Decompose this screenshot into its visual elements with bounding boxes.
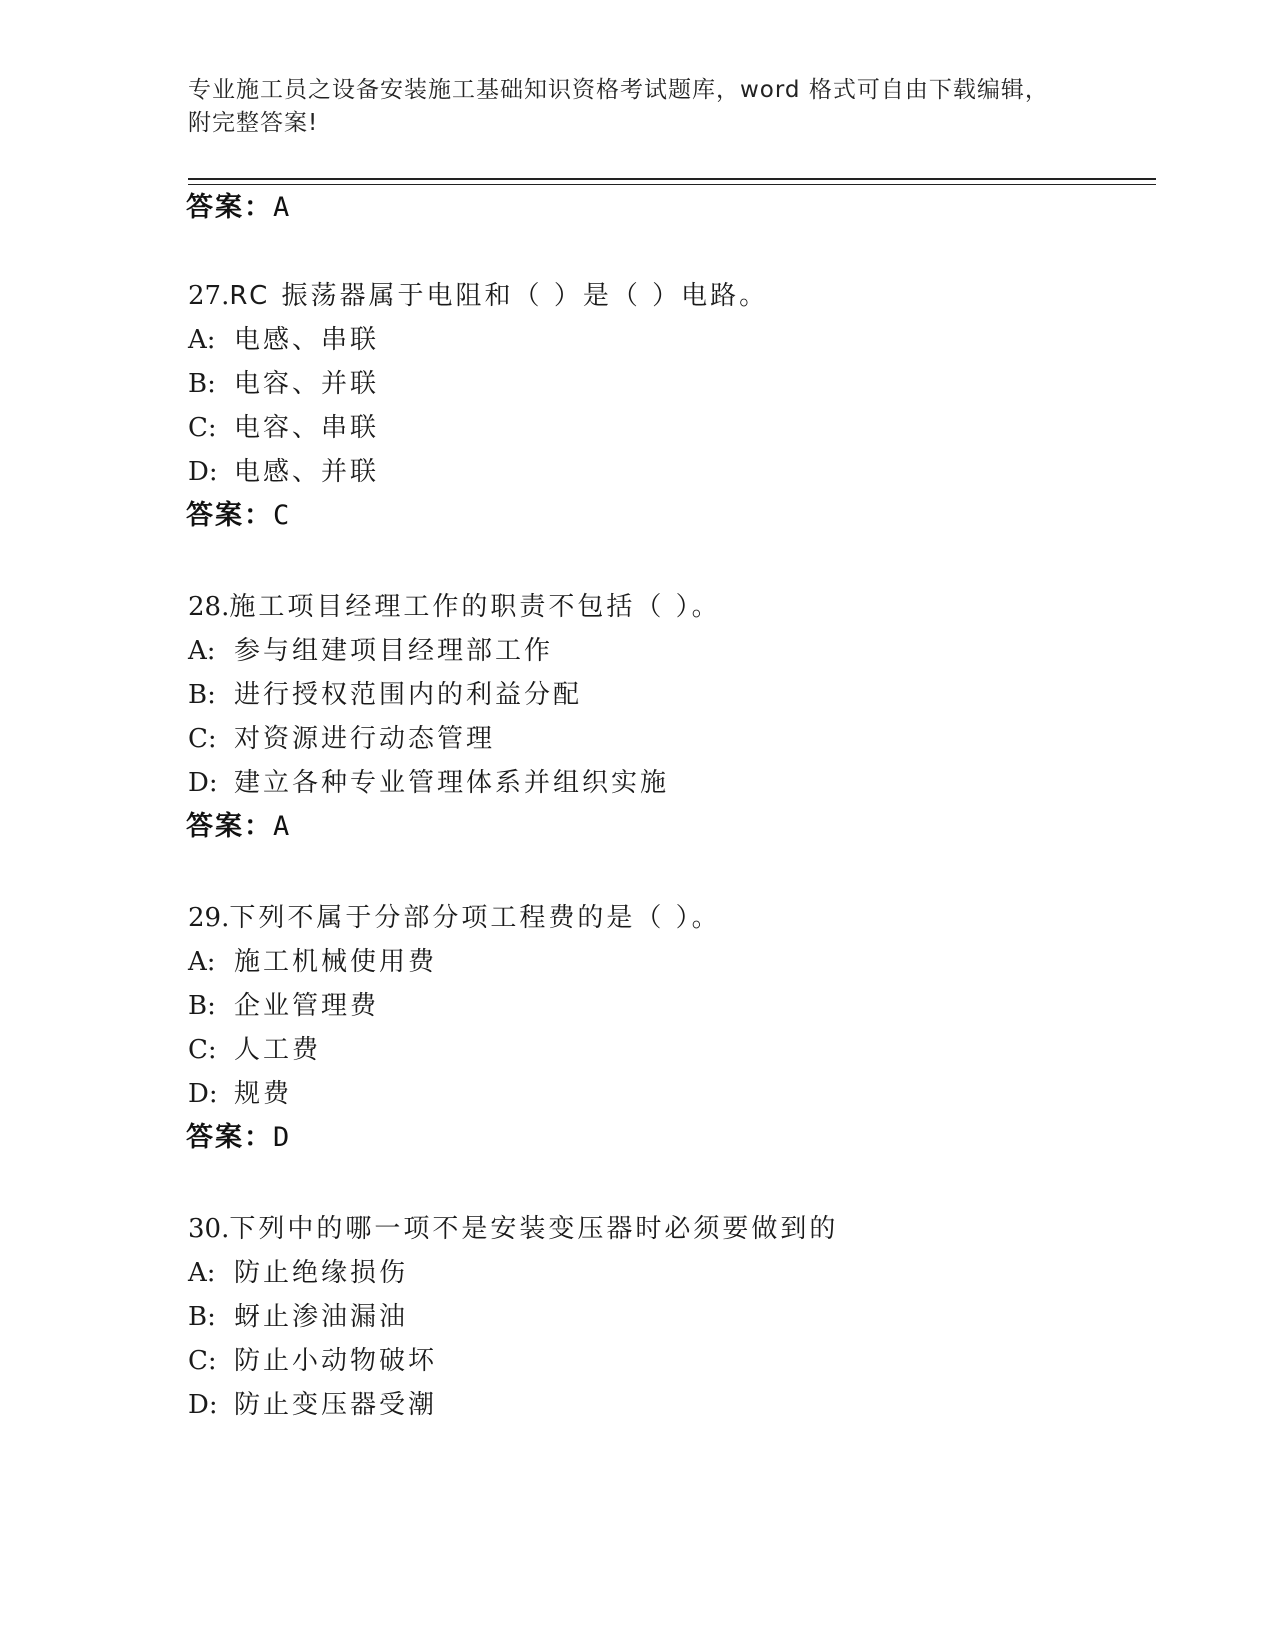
question-29-stem [188,902,721,934]
option-key: A: [188,947,216,977]
option-text: 电容、串联 [234,413,380,443]
question-30-stem [188,1213,838,1245]
option-key: A: [188,325,216,355]
answer-value: C [273,500,292,531]
question-28-option-b [188,679,582,711]
option-text: 规费 [234,1079,293,1109]
answer-value: A [273,192,292,223]
option-key: D: [188,1079,218,1109]
question-27-answer [186,500,291,532]
option-key: D: [188,768,218,798]
option-text: 施工机械使用费 [234,947,438,977]
question-text: RC 振荡器属于电阻和（ ）是（ ）电路。 [229,281,769,311]
option-text: 防止绝缘损伤 [234,1258,409,1288]
answer-value: A [273,811,292,842]
question-28-option-d [188,767,669,799]
question-29-answer [186,1122,291,1154]
option-key: B: [188,680,216,710]
answer-value: D [273,1122,292,1153]
question-number: 28. [188,592,230,622]
header-line-2: 附完整答案! [188,110,319,136]
answer-label: 答案： [186,192,273,223]
option-text: 电感、串联 [234,325,380,355]
question-29-option-b [188,990,379,1022]
document-header [188,74,1088,140]
option-text: 人工费 [234,1035,322,1065]
question-27-option-c [188,412,379,444]
option-text: 建立各种专业管理体系并组织实施 [234,768,670,798]
question-30-option-a [188,1257,408,1289]
option-text: 电感、并联 [234,457,380,487]
option-text: 对资源进行动态管理 [234,724,496,754]
question-27-option-d [188,456,379,488]
question-28-answer [186,811,291,843]
question-number: 27. [188,281,230,311]
question-29-option-a [188,946,437,978]
option-key: C: [188,1346,217,1376]
option-key: C: [188,1035,217,1065]
option-key: D: [188,1390,218,1420]
question-27-option-a [188,324,379,356]
answer-label: 答案： [186,811,273,842]
question-27-option-b [188,368,379,400]
option-key: A: [188,1258,216,1288]
question-28-stem [188,591,721,623]
question-28-option-a [188,635,553,667]
option-key: B: [188,1302,216,1332]
option-key: B: [188,369,216,399]
question-27-stem [188,280,768,312]
option-text: 电容、并联 [234,369,380,399]
question-29-option-d [188,1078,292,1110]
question-number: 30. [188,1214,230,1244]
option-key: B: [188,991,216,1021]
answer-label: 答案： [186,1122,273,1153]
question-number: 29. [188,903,230,933]
question-30-option-c [188,1345,437,1377]
question-text: 下列中的哪一项不是安装变压器时必须要做到的 [229,1214,839,1244]
question-28-option-c [188,723,495,755]
answer-prev [186,192,291,224]
option-key: D: [188,457,218,487]
header-divider-thin [188,184,1156,185]
option-text: 企业管理费 [234,991,380,1021]
question-text: 下列不属于分部分项工程费的是（ ）。 [229,903,721,933]
question-29-option-c [188,1034,321,1066]
option-text: 进行授权范围内的利益分配 [234,680,583,710]
option-text: 参与组建项目经理部工作 [234,636,554,666]
answer-label: 答案： [186,500,273,531]
question-30-option-d [188,1389,437,1421]
header-divider-thick [188,178,1156,180]
option-key: A: [188,636,216,666]
option-key: C: [188,724,217,754]
option-text: 防止变压器受潮 [234,1390,438,1420]
option-key: C: [188,413,217,443]
question-text: 施工项目经理工作的职责不包括（ ）。 [229,592,721,622]
option-text: 蚜止渗油漏油 [234,1302,409,1332]
question-30-option-b [188,1301,408,1333]
header-line-1: 专业施工员之设备安装施工基础知识资格考试题库，word 格式可自由下载编辑， [188,77,1049,103]
option-text: 防止小动物破坏 [234,1346,438,1376]
